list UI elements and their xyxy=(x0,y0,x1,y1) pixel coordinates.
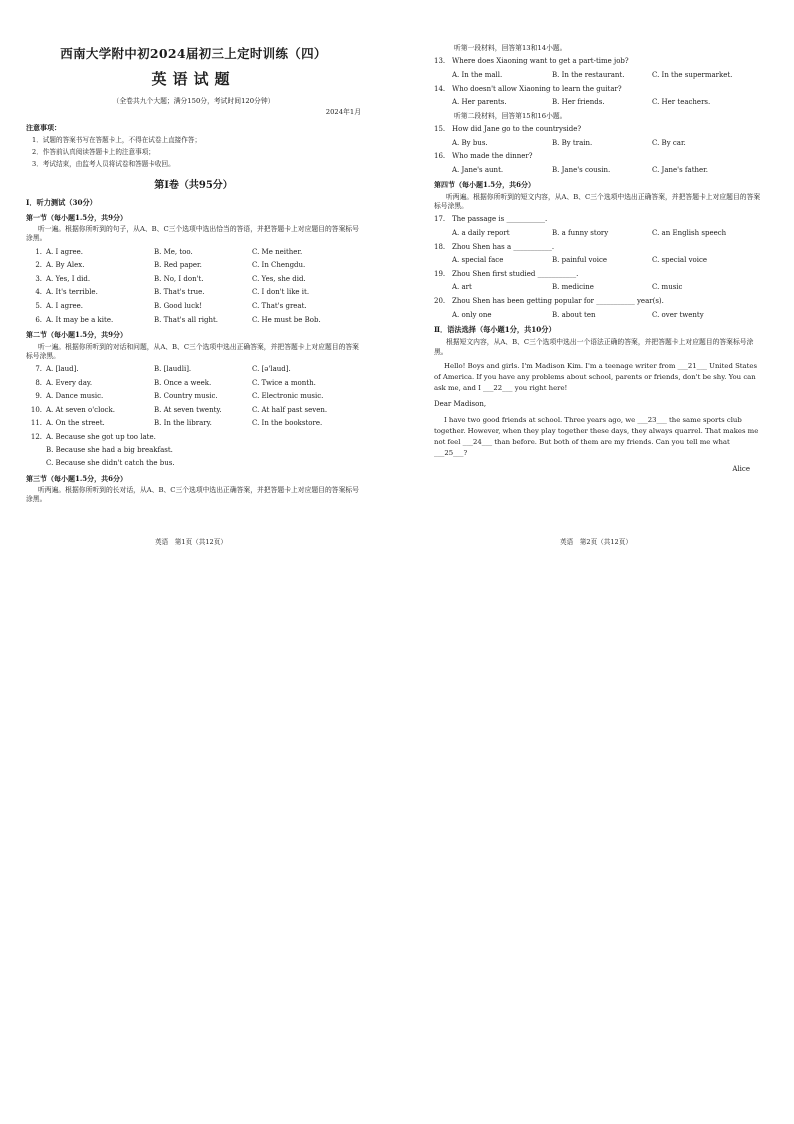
option-a: A. Dance music. xyxy=(46,392,104,401)
option-c: C. over twenty xyxy=(652,310,704,319)
option-a: A. Her parents. xyxy=(452,97,507,106)
option-c: C. Her teachers. xyxy=(652,97,711,106)
question-row xyxy=(26,406,361,415)
question-number: 7. xyxy=(35,364,42,373)
option-c: C. That's great. xyxy=(252,302,307,311)
question-number: 12. xyxy=(30,433,42,442)
option-a: A. I agree. xyxy=(46,247,84,256)
question-text: Zhou Shen has a ___________. xyxy=(452,242,555,251)
option-c: C. special voice xyxy=(652,255,708,264)
option-a: A. It's terrible. xyxy=(46,288,98,297)
option-b: B. Good luck! xyxy=(154,302,203,311)
question-row xyxy=(26,365,361,374)
option-c: C. In the supermarket. xyxy=(652,70,733,79)
notes-heading: 注意事项： xyxy=(26,123,61,133)
option-a: A. By Alex. xyxy=(46,261,85,270)
option-a: A. art xyxy=(452,283,472,292)
question-number: 8. xyxy=(35,378,42,387)
section-instruction: 听一遍。根据你所听到的对话和问题，从A、B、C三个选项中选出正确答案，并把答题卡上对应题目的答案标号涂黑。 xyxy=(26,342,359,360)
option-b: B. medicine xyxy=(552,283,594,292)
option-a: A. a daily report xyxy=(452,228,510,237)
subject-title: 英语试题 xyxy=(151,69,236,88)
page-2 xyxy=(434,44,764,475)
material-intro: 听第二段材料，回答第15和16小题。 xyxy=(454,111,567,120)
question-stem xyxy=(434,270,764,279)
option-c: C. At half past seven. xyxy=(252,405,328,414)
option-b: B. Jane's cousin. xyxy=(552,165,611,174)
option-b: B. Me, too. xyxy=(154,247,193,256)
question-stem xyxy=(434,297,764,306)
question-number: 13. xyxy=(434,57,446,66)
letter-greeting: Dear Madison, xyxy=(434,399,487,408)
section-heading: 第一节（每小题1.5分，共9分） xyxy=(26,212,128,222)
question-stem xyxy=(434,57,764,66)
page-1 xyxy=(26,40,361,509)
option-a: A. I agree. xyxy=(46,302,84,311)
question-options xyxy=(452,256,764,265)
question-number: 11. xyxy=(30,419,42,428)
question-stem xyxy=(434,85,764,94)
question-options xyxy=(452,166,764,175)
option-a: A. only one xyxy=(452,310,492,319)
option-b: B. At seven twenty. xyxy=(154,405,222,414)
question-stem xyxy=(434,152,764,161)
option-b: B. Country music. xyxy=(154,392,218,401)
option-b: B. In the restaurant. xyxy=(552,70,625,79)
note-item: 2．作答前认真阅读答题卡上的注意事项； xyxy=(32,147,155,156)
question-text: The passage is ___________. xyxy=(452,215,548,224)
part-title: Ⅰ．听力测试（30分） xyxy=(26,198,97,208)
section-instruction: 听一遍。根据你所听到的句子，从A、B、C三个选项中选出恰当的答语，并把答题卡上对应题目的答案标号涂黑。 xyxy=(26,225,359,243)
page-footer: 英语 第2页（共12页） xyxy=(560,538,632,546)
question-options xyxy=(452,71,764,80)
option-b: B. By train. xyxy=(552,138,593,147)
option-c: C. By car. xyxy=(652,138,686,147)
question-number: 15. xyxy=(434,125,446,134)
question-number: 16. xyxy=(434,152,446,161)
volume-title: 第Ⅰ卷（共95分） xyxy=(154,179,233,191)
question-number: 2. xyxy=(35,261,42,270)
page-footer: 英语 第1页（共12页） xyxy=(155,538,227,546)
option-b: B. a funny story xyxy=(552,228,609,237)
option-b: B. Because she had a big breakfast. xyxy=(46,446,173,455)
option-c: C. music xyxy=(652,283,683,292)
question-row xyxy=(26,316,361,325)
exam-title: 西南大学附中初2024届初三上定时训练（四） xyxy=(60,46,327,61)
question-options xyxy=(452,229,764,238)
option-b: B. That's true. xyxy=(154,288,205,297)
question-number: 9. xyxy=(35,392,42,401)
option-a: A. special face xyxy=(452,255,504,264)
section-instruction: 听两遍。根据你所听到的短文内容，从A、B、C三个选项中选出正确答案，并把答题卡上对应题目的答案标号涂黑。 xyxy=(434,192,761,210)
option-c: C. I don't like it. xyxy=(252,288,310,297)
section-heading: 第三节（每小题1.5分，共6分） xyxy=(26,473,128,483)
option-c: C. In the bookstore. xyxy=(252,419,323,428)
exam-subtitle: （全卷共九个大题；满分150分，考试时间120分钟） xyxy=(112,97,275,106)
option-c: C. Because she didn't catch the bus. xyxy=(46,459,175,468)
part-title: Ⅱ．语法选择（每小题1分，共10分） xyxy=(434,324,556,334)
note-item: 1．试题的答案书写在答题卡上，不得在试卷上直接作答； xyxy=(32,135,202,144)
question-number: 4. xyxy=(35,288,42,297)
option-c: C. In Chengdu. xyxy=(252,261,306,270)
question-stem xyxy=(434,125,764,134)
question-number: 3. xyxy=(35,274,42,283)
option-c: C. Electronic music. xyxy=(252,392,324,401)
option-b: B. Her friends. xyxy=(552,97,605,106)
question-number: 1. xyxy=(35,247,42,256)
option-a: A. [laud]. xyxy=(46,364,79,373)
option-b: B. No, I don't. xyxy=(154,274,204,283)
question-row xyxy=(26,392,361,401)
question-number: 10. xyxy=(30,405,42,414)
option-c: C. Twice a month. xyxy=(252,378,316,387)
option-b: B. In the library. xyxy=(154,419,212,428)
question-options xyxy=(452,139,764,148)
question-number: 19. xyxy=(434,269,446,278)
question-options xyxy=(452,311,764,320)
question-row xyxy=(26,379,361,388)
section-heading: 第四节（每小题1.5分，共6分） xyxy=(434,180,536,190)
question-number: 5. xyxy=(35,302,42,311)
passage-paragraph: I have two good friends at school. Three years ago, we ___23___ the same sports club together. However, when they play together these days, they always quarrel. That makes me not feel ___24___ than before. But both of them are my friends. Can you tell me what ___25___? xyxy=(434,416,759,458)
question-stem xyxy=(434,243,764,252)
question-row xyxy=(26,419,361,428)
question-number: 17. xyxy=(434,215,446,224)
section-heading: 第二节（每小题1.5分，共9分） xyxy=(26,330,128,340)
option-c: C. Jane's father. xyxy=(652,165,708,174)
section-instruction: 听两遍。根据你所听到的长对话，从A、B、C三个选项中选出正确答案，并把答题卡上对应题目的答案标号涂黑。 xyxy=(26,486,359,504)
option-b: B. That's all right. xyxy=(154,315,218,324)
option-c: C. Me neither. xyxy=(252,247,303,256)
option-c: C. [ə'laud]. xyxy=(252,364,291,373)
option-b: B. Red paper. xyxy=(154,261,202,270)
question-text: Zhou Shen has been getting popular for ___________ year(s). xyxy=(452,297,664,306)
letter-signature: Alice xyxy=(732,465,750,474)
question-text: Who made the dinner? xyxy=(452,152,533,161)
question-number: 20. xyxy=(434,297,446,306)
option-a: A. Because she got up too late. xyxy=(46,433,156,442)
option-b: B. [laudli]. xyxy=(154,364,192,373)
material-intro: 听第一段材料，回答第13和14小题。 xyxy=(454,44,567,52)
option-a: A. In the mall. xyxy=(452,70,503,79)
option-b: B. about ten xyxy=(552,310,596,319)
exam-date: 2024年1月 xyxy=(325,108,361,117)
question-text: Zhou Shen first studied ___________. xyxy=(452,269,579,278)
option-b: B. painful voice xyxy=(552,255,608,264)
question-number: 14. xyxy=(434,84,446,93)
question-row xyxy=(26,275,361,284)
option-c: C. He must be Bob. xyxy=(252,315,321,324)
question-row xyxy=(26,288,361,297)
option-b: B. Once a week. xyxy=(154,378,212,387)
question-row xyxy=(26,248,361,257)
option-a: A. Jane's aunt. xyxy=(452,165,504,174)
section-instruction: 根据短文内容，从A、B、C三个选项中选出一个语法正确的答案，并把答题卡上对应题目的答案标号涂黑。 xyxy=(434,338,754,356)
note-item: 3．考试结束，由监考人员将试卷和答题卡收回。 xyxy=(32,159,175,168)
question-number: 6. xyxy=(35,315,42,324)
option-a: A. Yes, I did. xyxy=(46,274,91,283)
question-number: 18. xyxy=(434,242,446,251)
option-a: A. Every day. xyxy=(46,378,93,387)
question-row xyxy=(26,302,361,311)
question-options xyxy=(452,283,764,292)
option-a: A. On the street. xyxy=(46,419,105,428)
question-row xyxy=(26,433,361,442)
option-c: C. an English speech xyxy=(652,228,727,237)
question-options xyxy=(452,98,764,107)
question-stem xyxy=(434,215,764,224)
option-c: C. Yes, she did. xyxy=(252,274,306,283)
option-a: A. It may be a kite. xyxy=(46,315,114,324)
question-text: How did Jane go to the countryside? xyxy=(452,125,582,134)
question-text: Who doesn't allow Xiaoning to learn the guitar? xyxy=(452,84,622,93)
passage-paragraph: Hello! Boys and girls. I'm Madison Kim. I'm a teenage writer from ___21___ United States of America. If you have any problems about school, parents or friends, don't be shy. You can ask me, and I ___22___ you right here! xyxy=(434,361,758,392)
question-row xyxy=(26,261,361,270)
question-text: Where does Xiaoning want to get a part-time job? xyxy=(452,57,629,66)
option-a: A. At seven o'clock. xyxy=(46,405,115,414)
option-a: A. By bus. xyxy=(452,138,488,147)
